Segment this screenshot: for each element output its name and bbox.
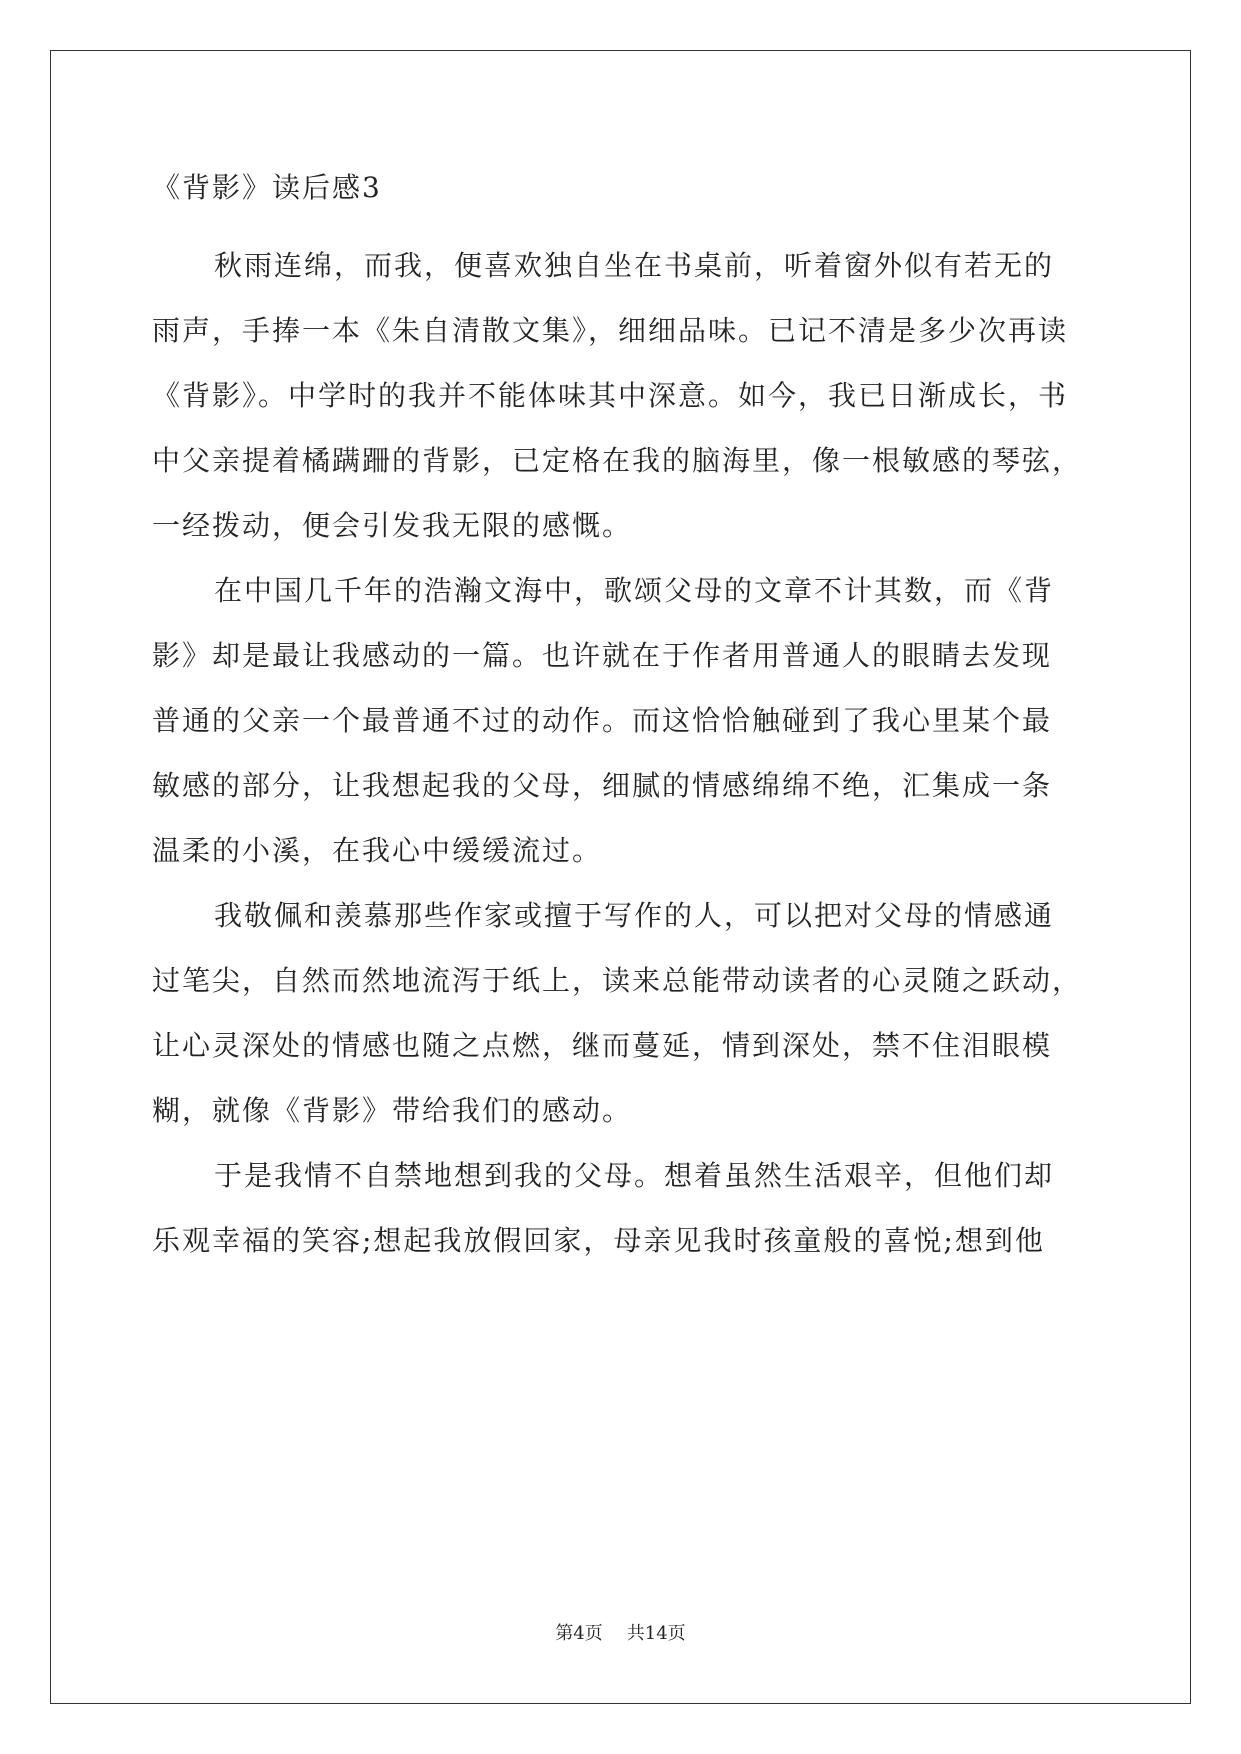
page-number: 第4页 <box>555 1623 603 1644</box>
text-line: 在中国几千年的浩瀚文海中，歌颂父母的文章不计其数，而《背 <box>214 574 1055 607</box>
text-line: 我敬佩和羡慕那些作家或擅于写作的人，可以把对父母的情感通 <box>214 899 1055 932</box>
page-footer <box>0 1622 1241 1646</box>
text-line: 于是我情不自禁地想到我的父母。想着虽然生活艰辛，但他们却 <box>214 1159 1055 1192</box>
text-line: 糊，就像《背影》带给我们的感动。 <box>152 1094 633 1127</box>
text-line: 雨声，手捧一本《朱自清散文集》，细细品味。已记不清是多少次再读 <box>152 314 1069 347</box>
paragraph-2 <box>152 558 1092 883</box>
page-total: 共14页 <box>626 1623 686 1644</box>
text-line: 中父亲提着橘蹒跚的背影，已定格在我的脑海里，像一根敏感的琴弦， <box>152 444 1083 477</box>
text-line: 影》却是最让我感动的一篇。也许就在于作者用普通人的眼睛去发现 <box>152 639 1053 672</box>
text-line: 一经拨动，便会引发我无限的感慨。 <box>152 509 633 542</box>
text-line: 乐观幸福的笑容;想起我放假回家，母亲见我时孩童般的喜悦;想到他 <box>152 1224 1045 1257</box>
text-line: 敏感的部分，让我想起我的父母，细腻的情感绵绵不绝，汇集成一条 <box>152 769 1053 802</box>
paragraph-1 <box>152 233 1092 558</box>
text-line: 普通的父亲一个最普通不过的动作。而这恰恰触碰到了我心里某个最 <box>152 704 1053 737</box>
paragraph-4 <box>152 1143 1092 1273</box>
text-line: 让心灵深处的情感也随之点燃，继而蔓延，情到深处，禁不住泪眼模 <box>152 1029 1053 1062</box>
paragraph-3 <box>152 883 1092 1143</box>
text-line: 温柔的小溪，在我心中缓缓流过。 <box>152 834 603 867</box>
text-line: 秋雨连绵，而我，便喜欢独自坐在书桌前，听着窗外似有若无的 <box>214 249 1055 282</box>
text-line: 《背影》。中学时的我并不能体味其中深意。如今，我已日渐成长，书 <box>152 379 1069 412</box>
document-title: 《背影》读后感3 <box>152 171 382 204</box>
text-line: 过笔尖，自然而然地流泻于纸上，读来总能带动读者的心灵随之跃动， <box>152 964 1083 997</box>
document-body <box>152 168 1092 1273</box>
